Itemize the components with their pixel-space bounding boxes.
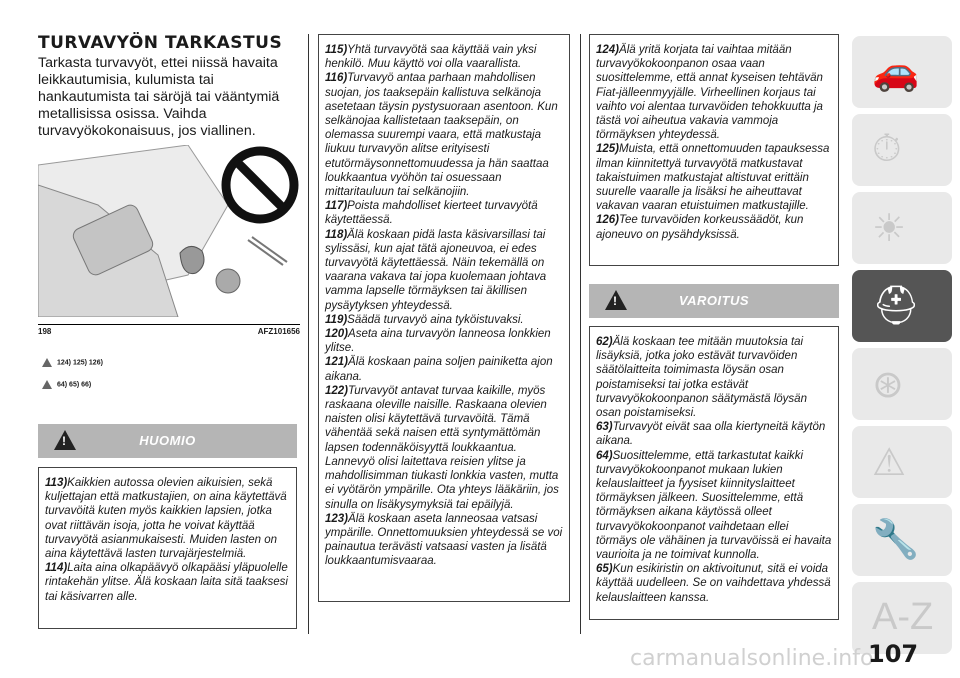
- tab-instruments[interactable]: [852, 114, 952, 186]
- huomio-box-col2: [318, 34, 570, 602]
- huomio-box-col1: [38, 467, 297, 629]
- note-item: 113)Kaikkien autossa olevien aikuisien, sekä kuljettajan että matkustajien, on aina käytettävä turvavöitä kuten myös kaikkien lapsien, jotka ovat riittävän isoja, jotta he voivat käyttää turvavyötä asianmukaisesti. Muiden lasten on aina käytettävä lasten turvajärjestelmiä.: [45, 477, 287, 561]
- note-item: 122)Turvavyöt antavat turvaa kaikille, myös raskaana oleville naisille. Raskaana olevien naisten olisi käytettävä turvavöitä. Tämä vähentää sekä naisen että syntymättömän lapsen todennäköisyyttä loukkaantua. Lannevyö olisi laitettava reisien ylitse ja mahdollisimman tiukasti lonkkia vasten, mutta ei vyötärön ympärille. Ota yhteys lääkäriin, jos sinulla on lisäkysymyksiä tai epäilyjä.: [325, 384, 559, 511]
- reference-huomio: [42, 358, 103, 367]
- gauge-icon: ⏱: [872, 128, 902, 170]
- tab-vehicle[interactable]: [852, 36, 952, 108]
- seatbelt-airbag-icon: ⛑: [872, 285, 921, 327]
- note-item: 65)Kun esikiristin on aktivoitunut, sitä ei voida käyttää uudelleen. Se on vaihdettava yhdessä kelauslaitteen kanssa.: [596, 563, 831, 604]
- varoitus-header: [589, 284, 839, 318]
- huomio-box-col3: [589, 34, 839, 266]
- tab-lights[interactable]: [852, 192, 952, 264]
- varoitus-label: VAROITUS: [678, 293, 750, 308]
- watermark: carmanualsonline.info: [630, 646, 874, 671]
- note-item: 120)Aseta aina turvavyön lanneosa lonkkien ylitse.: [325, 328, 551, 355]
- section-heading: TURVAVYÖN TARKASTUS: [38, 33, 283, 53]
- note-item: 117)Poista mahdolliset kierteet turvavyötä käytettäessä.: [325, 200, 538, 227]
- tab-safety[interactable]: [852, 270, 952, 342]
- alphabet-index-icon: A-Z: [872, 596, 934, 638]
- wrench-icon: 🔧: [872, 519, 920, 561]
- huomio-label: HUOMIO: [139, 433, 196, 448]
- reference-varoitus: [42, 380, 91, 389]
- note-item: 114)Laita aina olkapäävyö olkapääsi yläpuolelle rintakehän ylitse. Älä koskaan laita sitä taaksesi tai käsivarren alle.: [45, 562, 288, 603]
- reference-text: 64) 65) 66): [57, 381, 92, 389]
- figure-code: AFZ101656: [257, 327, 300, 336]
- note-item: 126)Tee turvavöiden korkeussäädöt, kun ajoneuvo on pysähdyksissä.: [596, 214, 804, 241]
- note-item: 63)Turvavyöt eivät saa olla kiertyneitä käytön aikana.: [596, 421, 826, 448]
- huomio-header: [38, 424, 297, 458]
- warning-triangle-icon: [42, 380, 52, 389]
- tab-maintenance[interactable]: [852, 504, 952, 576]
- note-item: 125)Muista, että onnettomuuden tapauksessa ilman kiinnitettyä turvavyötä matkustavat takaistuimen matkustajat altistuvat erittäin suurelle vaaralle ja lisäksi he aiheuttavat vakavan vaaran etuistuimen matkustajille.: [596, 143, 830, 213]
- column-divider: [308, 34, 309, 634]
- page-number: 107: [868, 640, 919, 668]
- steering-wheel-icon: ⊛: [872, 364, 904, 406]
- note-item: 64)Suosittelemme, että tarkastutat kaikki turvavyökokoonpanot mukaan lukien kelauslaitteet ja fyysiset kiinnityslaitteet törmäyksen jälkeen. Suosittelemme, että törmäyksen aikana käytössä olleet turvavyökokoonpanot vaihdetaan ellei törmäys ole vähäinen ja turvavöissä ei havaita vaurioita ja ne toimivat kunnolla.: [596, 449, 832, 562]
- figure-number: 198: [38, 327, 52, 336]
- varoitus-box: [589, 326, 839, 620]
- warning-triangle-icon: ⚠: [872, 442, 907, 484]
- chapter-tabs: [852, 36, 952, 660]
- warning-triangle-icon: [42, 358, 52, 367]
- note-item: 123)Älä koskaan aseta lanneosaa vatsasi ympärille. Onnettomuuksien yhteydessä se voi painautua terävästi vatsaasi vasten ja lisätä loukkaantumisvaaraa.: [325, 512, 563, 568]
- car-icon: 🚗: [872, 51, 920, 93]
- intro-paragraph: Tarkasta turvavyöt, ettei niissä havaita leikkautumisia, kulumista tai hankautumista tai säröjä tai vääntymiä metallisissa osissa. Vaihda turvavyökokonaisuus, jos viallinen.: [38, 55, 280, 139]
- note-item: 118)Älä koskaan pidä lasta käsivarsillasi tai sylissäsi, kun ajat tätä ajoneuvoa, ei edes turvavyötä käytettäessä. Näin tekemällä on vaarana vakava tai jopa kuolemaan johtava vamma lapselle törmäyksen tai äkillisen pysäytyksen yhteydessä.: [325, 228, 547, 312]
- note-item: 115)Yhtä turvavyötä saa käyttää vain yksi henkilö. Muu käyttö voi olla vaarallista.: [325, 44, 537, 71]
- column-divider: [580, 34, 581, 634]
- tab-emergency[interactable]: [852, 426, 952, 498]
- note-item: 119)Säädä turvavyö aina tyköistuvaksi.: [325, 313, 524, 326]
- note-item: 116)Turvavyö antaa parhaan mahdollisen suojan, jos taaksepäin kallistuva selkänoja asetetaan täysin pystysuoraan asentoon. Kun selkänojaa kallistetaan taaksepäin, on olemassa suurempi vaara, että matkustaja liukuu turvavyön alitse erityisesti etutörmäysonnettomuudessa ja hän saattaa loukkaantua vyöhön tai osuessaan mittaritauluun tai selkänojiin.: [325, 72, 558, 199]
- tab-driving[interactable]: [852, 348, 952, 420]
- note-item: 62)Älä koskaan tee mitään muutoksia tai lisäyksiä, jotka joko estävät turvavöiden säätölaitteita toimimasta löysän osan poistamiseksi tai jotka estävät turvavyökokoonpanon säätymästä löysän osan poistamiseksi.: [596, 336, 807, 420]
- note-item: 124)Älä yritä korjata tai vaihtaa mitään turvavyökokoonpanon osaa vaan suosittelemme, että annat kyseisen tehtävän Fiat-jälleenmyyjälle. Virheellinen korjaus tai vaihto voi alentaa turvavöiden tehokkuutta ja tästä voi aiheutua vakavia vammoja törmäyksen yhteydessä.: [596, 44, 823, 142]
- reference-text: 124) 125) 126): [57, 359, 103, 367]
- figure-caption: [38, 324, 300, 336]
- note-item: 121)Älä koskaan paina soljen painiketta ajon aikana.: [325, 356, 553, 383]
- light-icon: ☀: [872, 208, 907, 250]
- seatbelt-illustration: [38, 145, 300, 317]
